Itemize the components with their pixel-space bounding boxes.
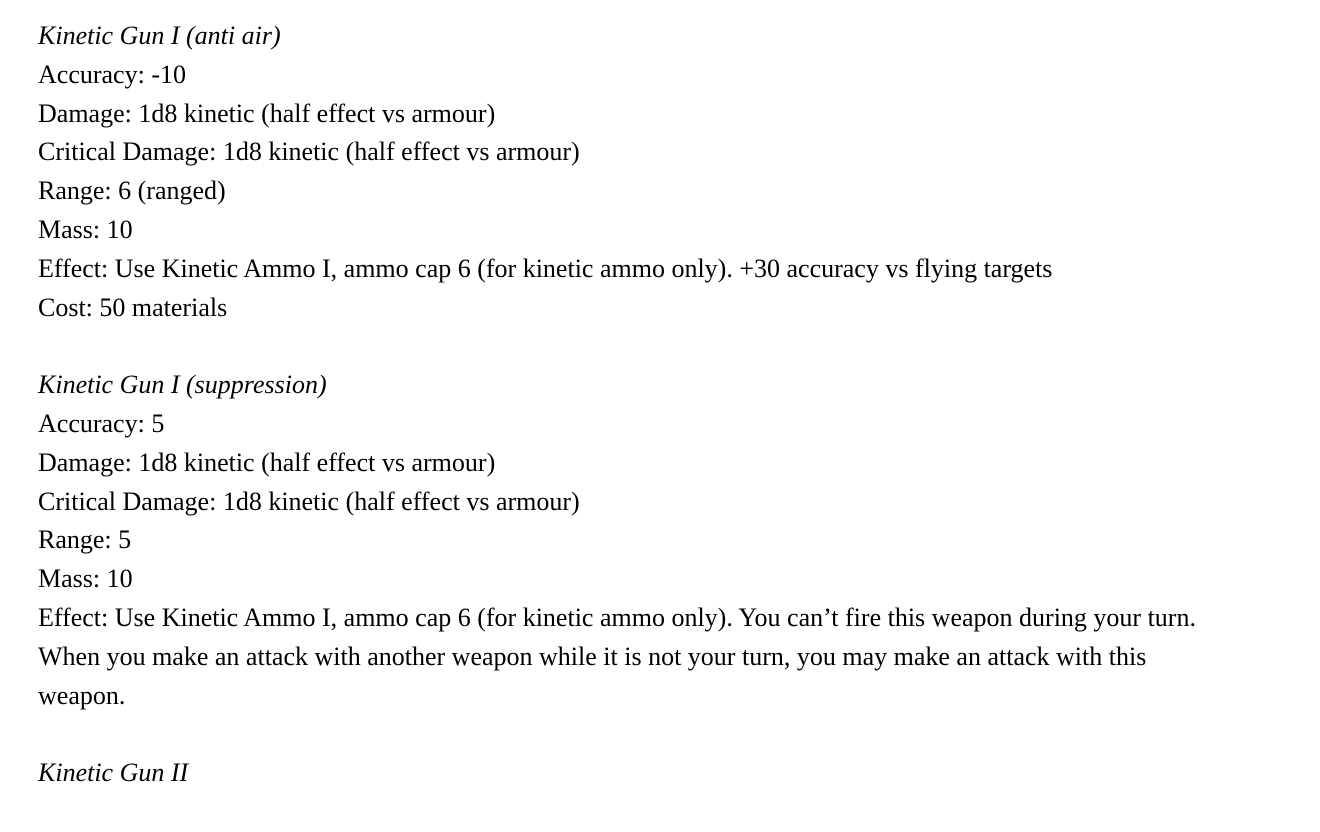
critical-damage-stat: Critical Damage: 1d8 kinetic (half effect vs armour)	[38, 486, 580, 516]
range-stat: Range: 6 (ranged)	[38, 176, 226, 206]
mass-stat: Mass: 10	[38, 214, 133, 244]
effect-text: Effect: Use Kinetic Ammo I, ammo cap 6 (for kinetic ammo only). You can’t fire this weapon during your turn. When you make an attack with another weapon while it is not your turn, you may make an attack with this weapon.	[38, 602, 1196, 710]
accuracy-stat: Accuracy: -10	[38, 59, 186, 89]
weapon-title: Kinetic Gun I (anti air)	[38, 21, 281, 50]
critical-damage-stat: Critical Damage: 1d8 kinetic (half effect vs armour)	[38, 137, 580, 167]
weapon-entry-kinetic-gun-ii	[38, 754, 1288, 793]
cost-stat: Cost: 50 materials	[38, 292, 228, 322]
damage-stat: Damage: 1d8 kinetic (half effect vs armour)	[38, 447, 496, 477]
accuracy-stat: Accuracy: 5	[38, 408, 165, 438]
effect-text: Effect: Use Kinetic Ammo I, ammo cap 6 (for kinetic ammo only). +30 accuracy vs flying targets	[38, 253, 1053, 283]
mass-stat: Mass: 10	[38, 564, 133, 594]
weapon-entry-suppression	[38, 366, 1288, 715]
weapon-entry-anti-air	[38, 17, 1288, 327]
damage-stat: Damage: 1d8 kinetic (half effect vs armour)	[38, 98, 496, 128]
range-stat: Range: 5	[38, 525, 132, 555]
document-body	[38, 17, 1288, 832]
weapon-title: Kinetic Gun I (suppression)	[38, 370, 327, 400]
weapon-title: Kinetic Gun II	[38, 758, 189, 788]
